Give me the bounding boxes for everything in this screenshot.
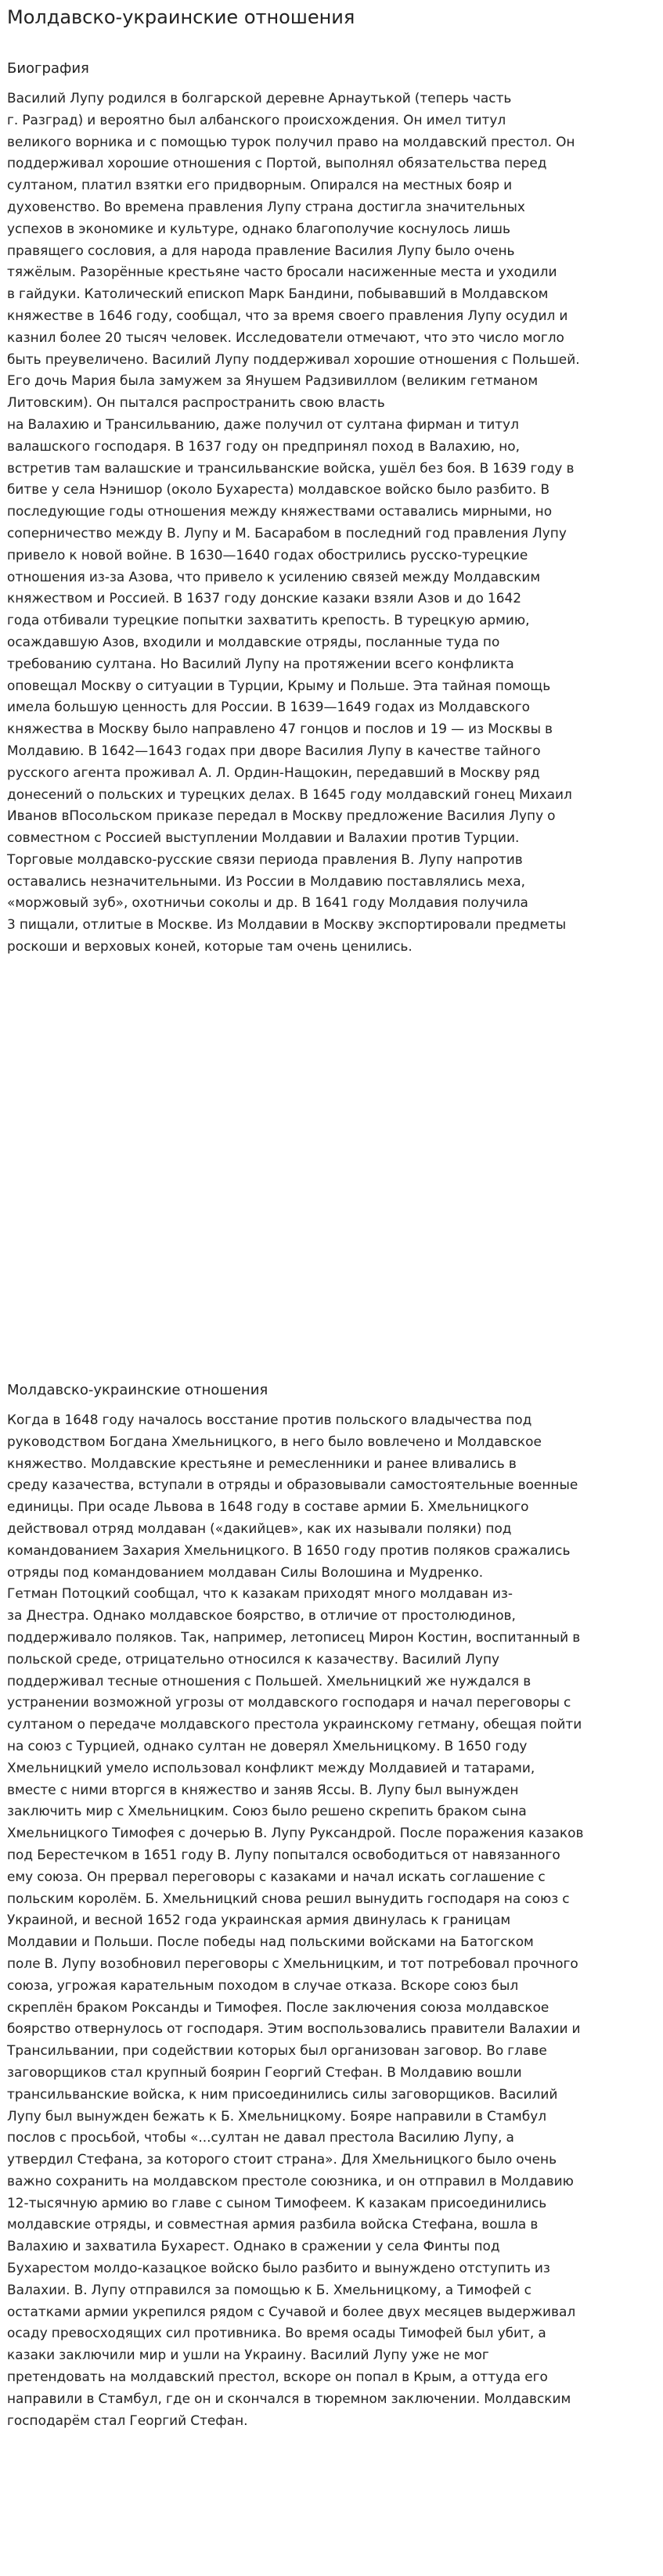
paragraph-line: Когда в 1648 году началось восстание против польского владычества под: [7, 1412, 532, 1428]
paragraph-line: успехов в экономике и культуре, однако благополучие коснулось лишь: [7, 221, 510, 237]
paragraph-line: поддерживал тесные отношения с Польшей. Хмельницкий же нуждался в: [7, 1673, 531, 1689]
paragraph-line: последующие годы отношения между княжествами оставались мирными, но: [7, 504, 553, 520]
paragraph-line: 12-тысячную армию во главе с сыном Тимофеем. К казакам присоединились: [7, 2195, 547, 2211]
paragraph-line: руководством Богдана Хмельницкого, в него было вовлечено и Молдавское: [7, 1434, 542, 1450]
paragraph-line: Валахии. В. Лупу отправился за помощью к Б. Хмельницкому, а Тимофей с: [7, 2282, 531, 2298]
paragraph-line: султаном о передаче молдавского престола украинскому гетману, обещая пойти: [7, 1717, 582, 1733]
paragraph-line: скреплён браком Роксанды и Тимофея. После заключения союза молдавское: [7, 1999, 549, 2016]
paragraph-line: направили в Стамбул, где он и скончался в тюремном заключении. Молдавским: [7, 2391, 571, 2407]
paragraph-line: года отбивали турецкие попытки захватить крепость. В турецкую армию,: [7, 613, 530, 629]
paragraph-line: битве у села Нэнишор (около Бухареста) молдавское войско было разбито. В: [7, 482, 550, 498]
paragraph-line: осаждавшую Азов, входили и молдавские отряды, посланные туда по: [7, 634, 500, 650]
paragraph-line: претендовать на молдавский престол, вскоре он попал в Крым, а оттуда его: [7, 2369, 548, 2386]
paragraph-line: молдавские отряды, и совместная армия разбила войска Стефана, вошла в: [7, 2217, 539, 2233]
paragraph-line: единицы. При осаде Львова в 1648 году в составе армии Б. Хмельницкого: [7, 1499, 529, 1516]
paragraph-line: Молдавию. В 1642—1643 годах при дворе Василия Лупу в качестве тайного: [7, 743, 541, 759]
paragraph-line: требованию султана. Но Василий Лупу на протяжении всего конфликта: [7, 656, 514, 672]
paragraph-line: Иванов вПосольском приказе передал в Москву предложение Василия Лупу о: [7, 808, 556, 825]
paragraph-line: поддерживал хорошие отношения с Портой, выполнял обязательства перед: [7, 156, 547, 172]
paragraph-line: правящего сословия, а для народа правление Василия Лупу было очень: [7, 243, 515, 259]
paragraph-line: среду казачества, вступали в отряды и образовывали самостоятельные военные: [7, 1477, 578, 1494]
paragraph-line: совместном с Россией выступлении Молдавии и Валахии против Турции.: [7, 830, 520, 847]
paragraph-line: оставались незначительными. Из России в Молдавию поставлялись меха,: [7, 873, 526, 890]
paragraph-line: действовал отряд молдаван («дакийцев», как их называли поляки) под: [7, 1520, 512, 1537]
paragraph-line: духовенство. Во времена правления Лупу страна достигла значительных: [7, 199, 525, 215]
paragraph-line: отряды под командованием молдаван Силы Волошина и Мудренко.: [7, 1564, 484, 1581]
paragraph-line: заговорщиков стал крупный боярин Георгий Стефан. В Молдавию вошли: [7, 2064, 522, 2081]
paragraph-line: роскоши и верховых коней, которые там очень ценились.: [7, 939, 413, 955]
paragraph-line: устранении возможной угрозы от молдавского господаря и начал переговоры с: [7, 1695, 571, 1711]
paragraph-line: заключить мир с Хмельницким. Союз было решено скрепить браком сына: [7, 1804, 527, 1820]
paragraph-line: великого ворника и с помощью турок получил право на молдавский престол. Он: [7, 134, 575, 150]
paragraph-line: польским королём. Б. Хмельницкий снова решил вынудить господаря на союз с: [7, 1891, 570, 1907]
paragraph-line: княжеством и Россией. В 1637 году донские казаки взяли Азов и до 1642: [7, 591, 521, 607]
paragraph-line: Литовским). Он пытался распространить свою власть: [7, 395, 385, 412]
paragraph-line: Молдавии и Польши. После победы над польскими войсками на Батогском: [7, 1934, 534, 1951]
paragraph-line: отношения из-за Азова, что привело к усилению связей между Молдавским: [7, 569, 541, 585]
paragraph-line: господарём стал Георгий Стефан.: [7, 2412, 248, 2429]
paragraph-line: Торговые молдавско-русские связи периода правления В. Лупу напротив: [7, 851, 523, 868]
paragraph-line: тяжёлым. Разорённые крестьяне часто бросали насиженные места и уходили: [7, 264, 557, 281]
paragraph-line: Василий Лупу родился в болгарской деревне Арнаутькой (теперь часть: [7, 91, 512, 106]
paragraph-line: быть преувеличено. Василий Лупу поддерживал хорошие отношения с Польшей.: [7, 351, 580, 368]
paragraph-line: княжество. Молдавские крестьяне и ремесленники и ранее вливались в: [7, 1455, 517, 1472]
paragraph-line: донесений о польских и турецких делах. В 1645 году молдавский гонец Михаил: [7, 786, 572, 803]
section-text-biography: [7, 88, 657, 959]
section-text-relations: [7, 1410, 657, 2432]
paragraph-line: Его дочь Мария была замужем за Янушем Радзивиллом (великим гетманом: [7, 373, 539, 390]
paragraph-line: привело к новой войне. В 1630—1640 годах обострились русско-турецкие: [7, 547, 528, 563]
paragraph-line: г. Разград) и вероятно был албанского происхождения. Он имел титул: [7, 112, 506, 128]
section-heading-biography: Биография: [7, 60, 89, 77]
paragraph-line: 3 пищали, отлитые в Москве. Из Молдавии в Москву экспортировали предметы: [7, 917, 567, 934]
paragraph-line: союза, угрожая карательным походом в случае отказа. Вскоре союз был: [7, 1977, 519, 1994]
paragraph-line: командованием Захария Хмельницкого. В 1650 году против поляков сражались: [7, 1542, 571, 1559]
paragraph-line: соперничество между В. Лупу и М. Басарабом в последний год правления Лупу: [7, 525, 567, 541]
paragraph-line: важно сохранить на молдавском престоле союзника, и он отправил в Молдавию: [7, 2173, 574, 2189]
paragraph-line: Хмельницкого Тимофея с дочерью В. Лупу Руксандрой. После поражения казаков: [7, 1826, 584, 1842]
paragraph-line: за Днестра. Однако молдавское боярство, в отличие от простолюдинов,: [7, 1608, 516, 1624]
paragraph-line: казнил более 20 тысяч человек. Исследователи отмечают, что это число могло: [7, 329, 564, 346]
paragraph-line: на Валахию и Трансильванию, даже получил от султана фирман и титул: [7, 416, 519, 433]
paragraph-line: ему союза. Он прервал переговоры с казаками и начал искать соглашение с: [7, 1869, 546, 1885]
paragraph-line: Украиной, и весной 1652 года украинская армия двинулась к границам: [7, 1912, 511, 1929]
paragraph-line: польской среде, отрицательно относился к казачеству. Василий Лупу: [7, 1651, 500, 1668]
paragraph-line: казаки заключили мир и ушли на Украину. Василий Лупу уже не мог: [7, 2348, 489, 2364]
paragraph-line: валашского господаря. В 1637 году он предпринял поход в Валахию, но,: [7, 438, 521, 455]
paragraph-line: на союз с Турцией, однако султан не доверял Хмельницкому. В 1650 году: [7, 1738, 528, 1754]
paragraph-line: русского агента проживал А. Л. Ордин-Нащокин, передавший в Москву ряд: [7, 765, 540, 781]
paragraph-line: поддерживало поляков. Так, например, летописец Мирон Костин, воспитанный в: [7, 1629, 581, 1646]
paragraph-line: княжества в Москву было направлено 47 гонцов и послов и 19 — из Москвы в: [7, 721, 553, 738]
page-title: Молдавско-украинские отношения: [7, 6, 355, 28]
paragraph-line: Хмельницкий умело использовал конфликт между Молдавией и татарами,: [7, 1760, 535, 1776]
paragraph-line: Гетман Потоцкий сообщал, что к казакам приходят много молдаван из-: [7, 1586, 513, 1603]
paragraph-line: боярство отвернулось от господаря. Этим воспользовались правители Валахии и: [7, 2021, 581, 2038]
paragraph-line: имела большую ценность для России. В 1639—1649 годах из Молдавского: [7, 700, 530, 716]
paragraph-line: Валахию и захватила Бухарест. Однако в сражении у села Финты под: [7, 2239, 500, 2255]
paragraph-line: султаном, платил взятки его придворным. Опирался на местных бояр и: [7, 178, 513, 194]
paragraph-line: поле В. Лупу возобновил переговоры с Хмельницким, и тот потребовал прочного: [7, 1955, 578, 1972]
paragraph-line: в гайдуки. Католический епископ Марк Бандини, побывавший в Молдавском: [7, 286, 549, 303]
paragraph-line: княжестве в 1646 году, сообщал, что за время своего правления Лупу осудил и: [7, 308, 568, 324]
paragraph-line: встретив там валашские и трансильванские войска, ушёл без боя. В 1639 году в: [7, 460, 575, 477]
paragraph-line: утвердил Стефана, за которого стоит страна». Для Хмельницкого было очень: [7, 2152, 557, 2168]
paragraph-line: Трансильвании, при содействии которых был организован заговор. Во главе: [7, 2043, 547, 2060]
paragraph-line: «моржовый зуб», охотничьи соколы и др. В 1641 году Молдавия получила: [7, 895, 528, 912]
paragraph-line: послов с просьбой, чтобы «...султан не давал престола Василию Лупу, а: [7, 2130, 514, 2146]
paragraph-line: трансильванские войска, к ним присоединились силы заговорщиков. Василий: [7, 2086, 558, 2103]
paragraph-line: под Берестечком в 1651 году В. Лупу попытался освободиться от навязанного: [7, 1847, 560, 1863]
paragraph-line: Бухарестом молдо-казацкое войско было разбито и вынуждено отступить из: [7, 2261, 550, 2277]
paragraph-line: осаду превосходящих сил противника. Во время осады Тимофей был убит, а: [7, 2326, 546, 2342]
paragraph-line: Лупу был вынужден бежать к Б. Хмельницкому. Бояре направили в Стамбул: [7, 2108, 547, 2124]
section-heading-relations: Молдавско-украинские отношения: [7, 1382, 268, 1398]
paragraph-line: вместе с ними вторгся в княжество и заняв Яссы. В. Лупу был вынужден: [7, 1782, 519, 1798]
paragraph-line: оповещал Москву о ситуации в Турции, Крыму и Польше. Эта тайная помощь: [7, 678, 551, 694]
paragraph-line: остатками армии укрепился рядом с Сучавой и более двух месяцев выдерживал: [7, 2304, 576, 2320]
